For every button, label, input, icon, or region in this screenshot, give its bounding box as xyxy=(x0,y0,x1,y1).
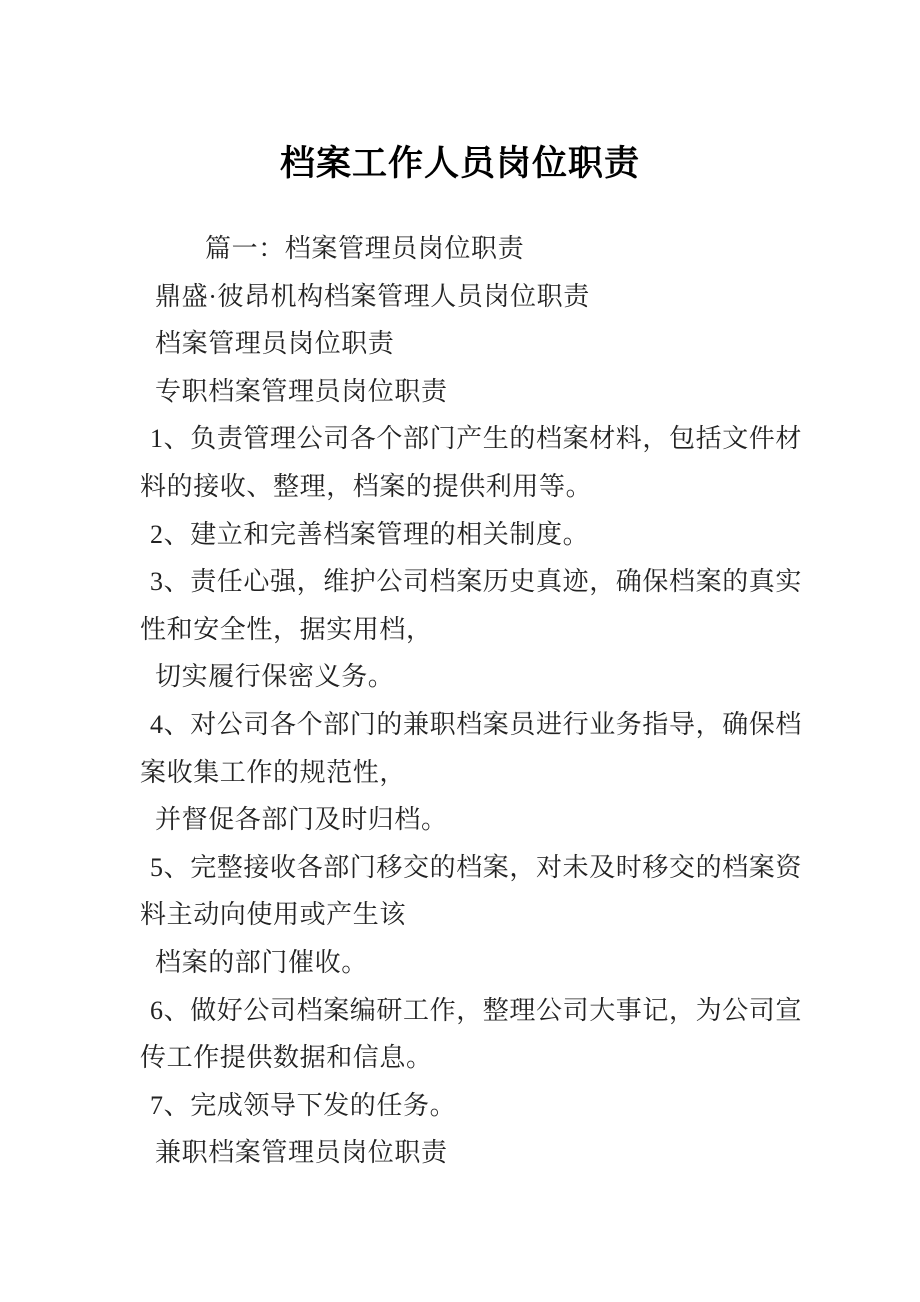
document-title: 档案工作人员岗位职责 xyxy=(279,144,640,183)
text-line: 并督促各部门及时归档。 xyxy=(155,805,448,835)
text-line: 6、做好公司档案编研工作，整理公司大事记，为公司宣 xyxy=(150,995,803,1025)
text-line: 传工作提供数据和信息。 xyxy=(140,1043,433,1073)
text-line: 1、负责管理公司各个部门产生的档案材料，包括文件材 xyxy=(150,424,803,454)
text-line: 3、责任心强，维护公司档案历史真迹，确保档案的真实 xyxy=(150,567,803,597)
text-line: 7、完成领导下发的任务。 xyxy=(150,1090,457,1120)
text-line: 4、对公司各个部门的兼职档案员进行业务指导，确保档 xyxy=(150,709,803,739)
text-line: 案收集工作的规范性， xyxy=(140,757,407,787)
text-line: 2、建立和完善档案管理的相关制度。 xyxy=(150,519,590,549)
text-line: 料的接收、整理，档案的提供利用等。 xyxy=(140,471,593,501)
text-line: 篇一：档案管理员岗位职责 xyxy=(205,234,525,263)
text-line: 鼎盛·彼昂机构档案管理人员岗位职责 xyxy=(155,281,590,311)
text-line: 5、完整接收各部门移交的档案，对未及时移交的档案资 xyxy=(150,852,803,882)
text-line: 档案的部门催收。 xyxy=(155,947,368,977)
text-line: 兼职档案管理员岗位职责 xyxy=(155,1138,448,1168)
text-line: 专职档案管理员岗位职责 xyxy=(155,376,448,406)
document-body xyxy=(140,225,803,1177)
text-line: 切实履行保密义务。 xyxy=(155,662,395,692)
text-line: 料主动向使用或产生该 xyxy=(140,900,407,930)
text-line: 档案管理员岗位职责 xyxy=(155,329,395,359)
text-line: 性和安全性，据实用档， xyxy=(140,614,433,644)
